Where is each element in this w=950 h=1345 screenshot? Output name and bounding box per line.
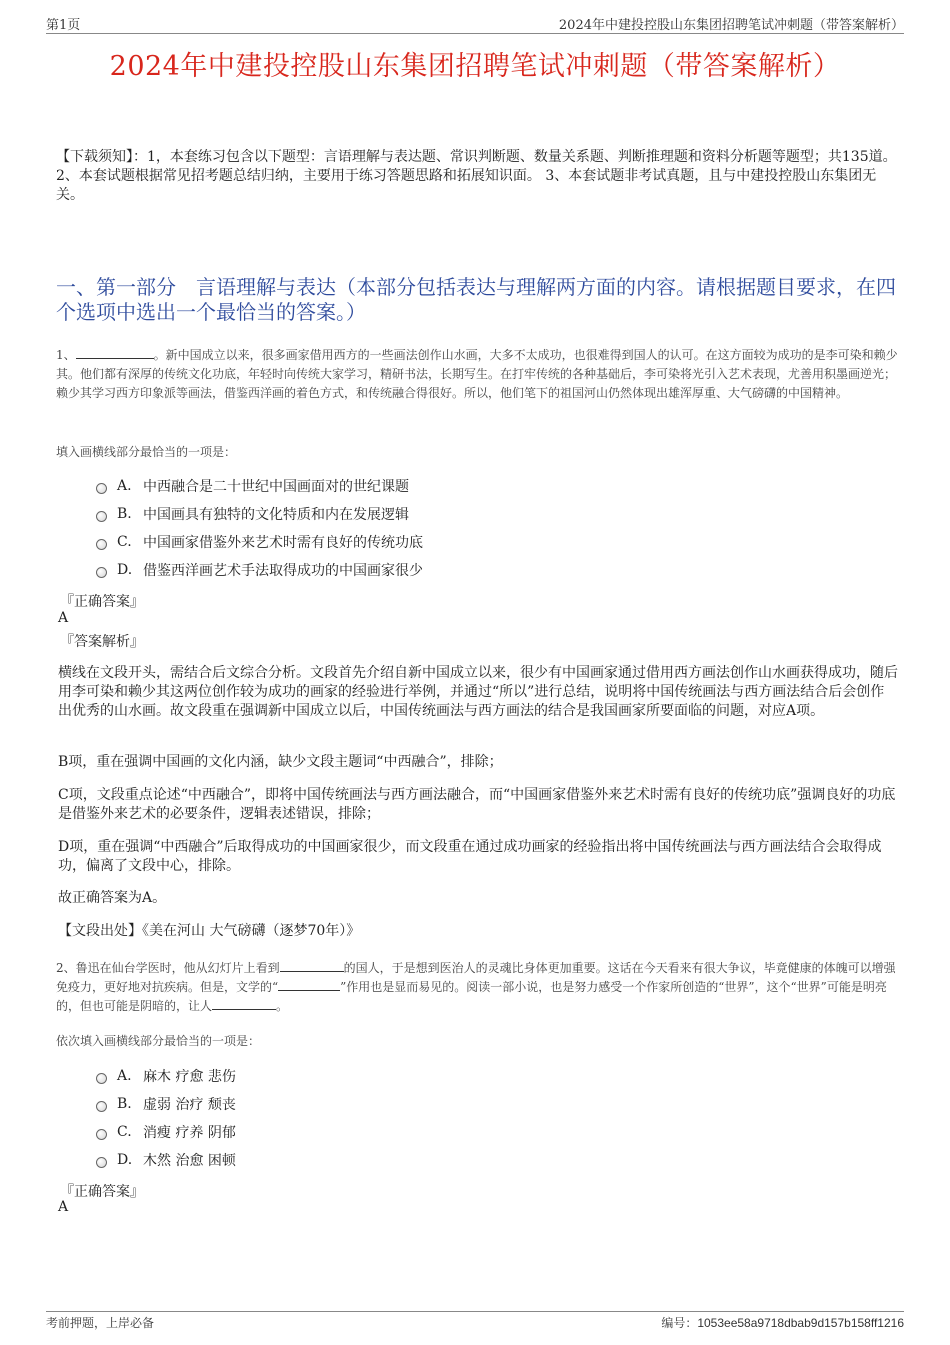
- q2-option-b[interactable]: B. 虚弱 治疗 颓丧: [96, 1090, 236, 1118]
- radio-icon[interactable]: [96, 539, 107, 550]
- correct-answer: A: [58, 1199, 69, 1215]
- fill-blank: [278, 978, 340, 991]
- q2-options: [96, 1062, 236, 1174]
- analysis-paragraph: C项，文段重点论述“中西融合”，即将中国传统画法与西方画法融合，而“中国画家借鉴外来艺术时需有良好的传统功底”强调良好的功底是借鉴外来艺术的必要条件，逻辑表述错误，排除；: [58, 787, 896, 822]
- analysis-paragraph: 横线在文段开头，需结合后文综合分析。文段首先介绍自新中国成立以来，很少有中国画家通过借用西方画法创作山水画获得成功，随后用李可染和赖少其这两位创作较为成功的画家的经验进行举例，并通过“所以”进行总结，说明将中国传统画法与西方画法结合后会创作出优秀的山水画。故文段重在强调新中国成立以后，中国传统画法与西方画法的结合是我国画家所要面临的问题，对应A项。: [58, 665, 898, 719]
- q1-option-b[interactable]: B. 中国画具有独特的文化特质和内在发展逻辑: [96, 500, 423, 528]
- fill-blank: [76, 346, 154, 359]
- footer-code: 编号：1053ee58a9718dbab9d157b158ff1216: [661, 1316, 904, 1330]
- analysis-paragraph: D项，重在强调“中西融合”后取得成功的中国画家很少，而文段重在通过成功画家的经验指出将中国传统画法与西方画法结合会取得成功，偏离了文段中心，排除。: [58, 839, 882, 874]
- question-number: 1、: [56, 348, 76, 362]
- fill-blank: [212, 997, 276, 1010]
- radio-icon[interactable]: [96, 1101, 107, 1112]
- radio-icon[interactable]: [96, 1129, 107, 1140]
- analysis-paragraph: 故正确答案为A。: [58, 890, 167, 906]
- q1-options: [96, 472, 423, 584]
- q1-option-d[interactable]: D. 借鉴西洋画艺术手法取得成功的中国画家很少: [96, 556, 423, 584]
- q2-option-a[interactable]: A. 麻木 疗愈 悲伤: [96, 1062, 236, 1090]
- question-1: [56, 346, 898, 403]
- q1-option-c[interactable]: C. 中国画家借鉴外来艺术时需有良好的传统功底: [96, 528, 423, 556]
- radio-icon[interactable]: [96, 1073, 107, 1084]
- q2-option-c[interactable]: C. 消瘦 疗养 阴郁: [96, 1118, 236, 1146]
- question-number: 2、: [56, 961, 76, 975]
- source-citation: 【文段出处】《美在河山 大气磅礴（逐梦70年）》: [58, 923, 361, 939]
- document-title: 2024年中建投控股山东集团招聘笔试冲刺题（带答案解析）: [109, 51, 841, 82]
- radio-icon[interactable]: [96, 567, 107, 578]
- analysis-paragraph: B项，重在强调中国画的文化内涵，缺少文段主题词“中西融合”，排除；: [58, 754, 503, 770]
- q1-option-a[interactable]: A. 中西融合是二十世纪中国画面对的世纪课题: [96, 472, 423, 500]
- question-2: 2、鲁迅在仙台学医时，他从幻灯片上看到 的国人，于是想到医治人的灵魂比身体更加重要。这话在今天看来有很大争议，毕竟健康的体魄可以增强免疫力，更好地对抗疾病。但是，文学的“ ”作用也是显而易见的。阅读一部小说，也是努力感受一个作家所创造的“世界”，这个“世界”可能是明亮的，但也可能是阴暗的，让人 。: [56, 961, 896, 1013]
- fill-blank: [280, 959, 344, 972]
- q2-option-d[interactable]: D. 木然 治愈 困顿: [96, 1146, 236, 1174]
- page-number: 第1页: [46, 18, 81, 33]
- radio-icon[interactable]: [96, 483, 107, 494]
- radio-icon[interactable]: [96, 511, 107, 522]
- download-notice: 【下载须知】：1，本套练习包含以下题型：言语理解与表达题、常识判断题、数量关系题、判断推理题和资料分析题等题型；共135道。 2、本套试题根据常见招考题总结归纳，主要用于练习答题思路和拓展知识面。 3、本套试题非考试真题，且与中建投控股山东集团无关。: [56, 149, 897, 203]
- header-rule: [46, 33, 904, 34]
- question-text: 。新中国成立以来，很多画家借用西方的一些画法创作山水画，大多不太成功，也很难得到国人的认可。在这方面较为成功的是李可染和赖少其。他们都有深厚的传统文化功底，年轻时向传统大家学习，精研书法，长期写生。在打牢传统的各种基础后，李可染将光引入艺术表现，尤善用积墨画逆光；赖少其学习西方印象派等画法，借鉴西洋画的着色方式，和传统融合得很好。所以，他们笔下的祖国河山仍然体现出雄浑厚重、大气磅礴的中国精神。: [56, 348, 898, 400]
- section-heading: 一、第一部分 言语理解与表达（本部分包括表达与理解两方面的内容。请根据题目要求，在四个选项中选出一个最恰当的答案。）: [56, 275, 896, 324]
- question-instruction: 依次填入画横线部分最恰当的一项是：: [56, 1034, 261, 1048]
- correct-answer-label: 『正确答案』: [60, 1184, 144, 1200]
- question-instruction: 填入画横线部分最恰当的一项是：: [56, 445, 237, 459]
- correct-answer-label: 『正确答案』: [60, 594, 144, 610]
- header-doc-title: 2024年中建投控股山东集团招聘笔试冲刺题（带答案解析）: [558, 18, 904, 33]
- correct-answer: A: [58, 610, 69, 626]
- footer-rule: [46, 1311, 904, 1312]
- analysis-label: 『答案解析』: [60, 634, 144, 650]
- footer-slogan: 考前押题，上岸必备: [46, 1316, 155, 1330]
- radio-icon[interactable]: [96, 1157, 107, 1168]
